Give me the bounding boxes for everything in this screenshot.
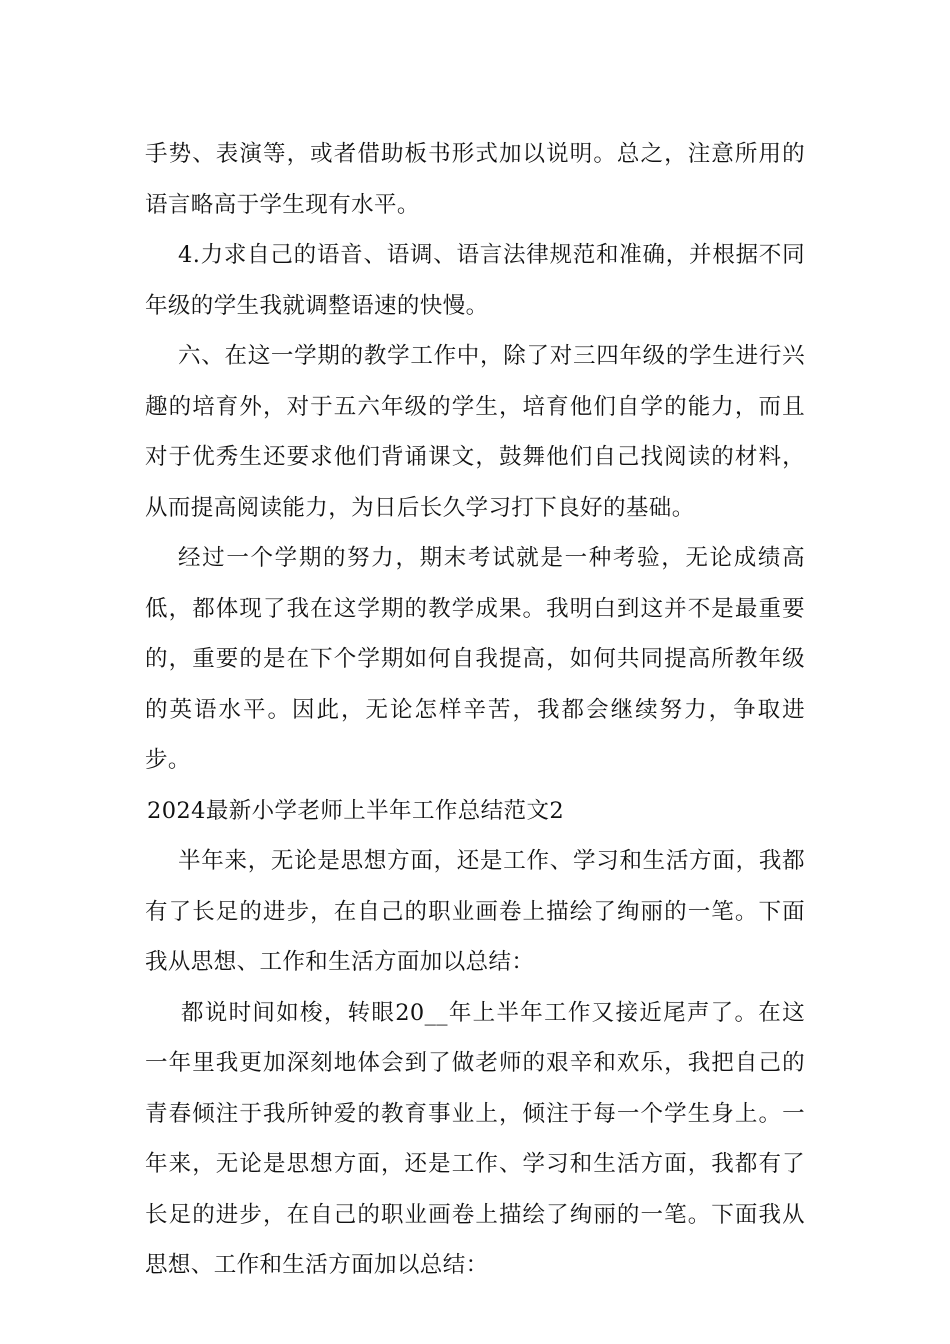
paragraph-conclusion: 经过一个学期的努力，期末考试就是一种考验，无论成绩高低，都体现了我在这学期的教学成果。我明白到这并不是最重要的，重要的是在下个学期如何自我提高，如何共同提高所教年级的英语水平。因此，无论怎样辛苦，我都会继续努力，争取进步。	[145, 545, 805, 773]
paragraph-half-year: 半年来，无论是思想方面，还是工作、学习和生活方面，我都有了长足的进步，在自己的职业画卷上描绘了绚丽的一笔。下面我从思想、工作和生活方面加以总结：	[145, 848, 805, 975]
paragraph-time: 都说时间如梭，转眼20__年上半年工作又接近尾声了。在这一年里我更加深刻地体会到了做老师的艰辛和欢乐，我把自己的青春倾注于我所钟爱的教育事业上，倾注于每一个学生身上。一年来，无论是思想方面，还是工作、学习和生活方面，我都有了长足的进步，在自己的职业画卷上描绘了绚丽的一笔。下面我从思想、工作和生活方面加以总结：	[145, 999, 805, 1278]
paragraph-continuation: 手势、表演等，或者借助板书形式加以说明。总之，注意所用的语言略高于学生现有水平。	[145, 141, 805, 218]
section-title: 2024最新小学老师上半年工作总结范文2	[147, 797, 565, 824]
paragraph-item-6: 六、在这一学期的教学工作中，除了对三四年级的学生进行兴趣的培育外，对于五六年级的学生，培育他们自学的能力，而且对于优秀生还要求他们背诵课文，鼓舞他们自己找阅读的材料，从而提高阅读能力，为日后长久学习打下良好的基础。	[145, 343, 805, 521]
paragraph-item-4: 4.力求自己的语音、语调、语言法律规范和准确，并根据不同年级的学生我就调整语速的快慢。	[145, 242, 805, 319]
document-body	[145, 129, 805, 1291]
